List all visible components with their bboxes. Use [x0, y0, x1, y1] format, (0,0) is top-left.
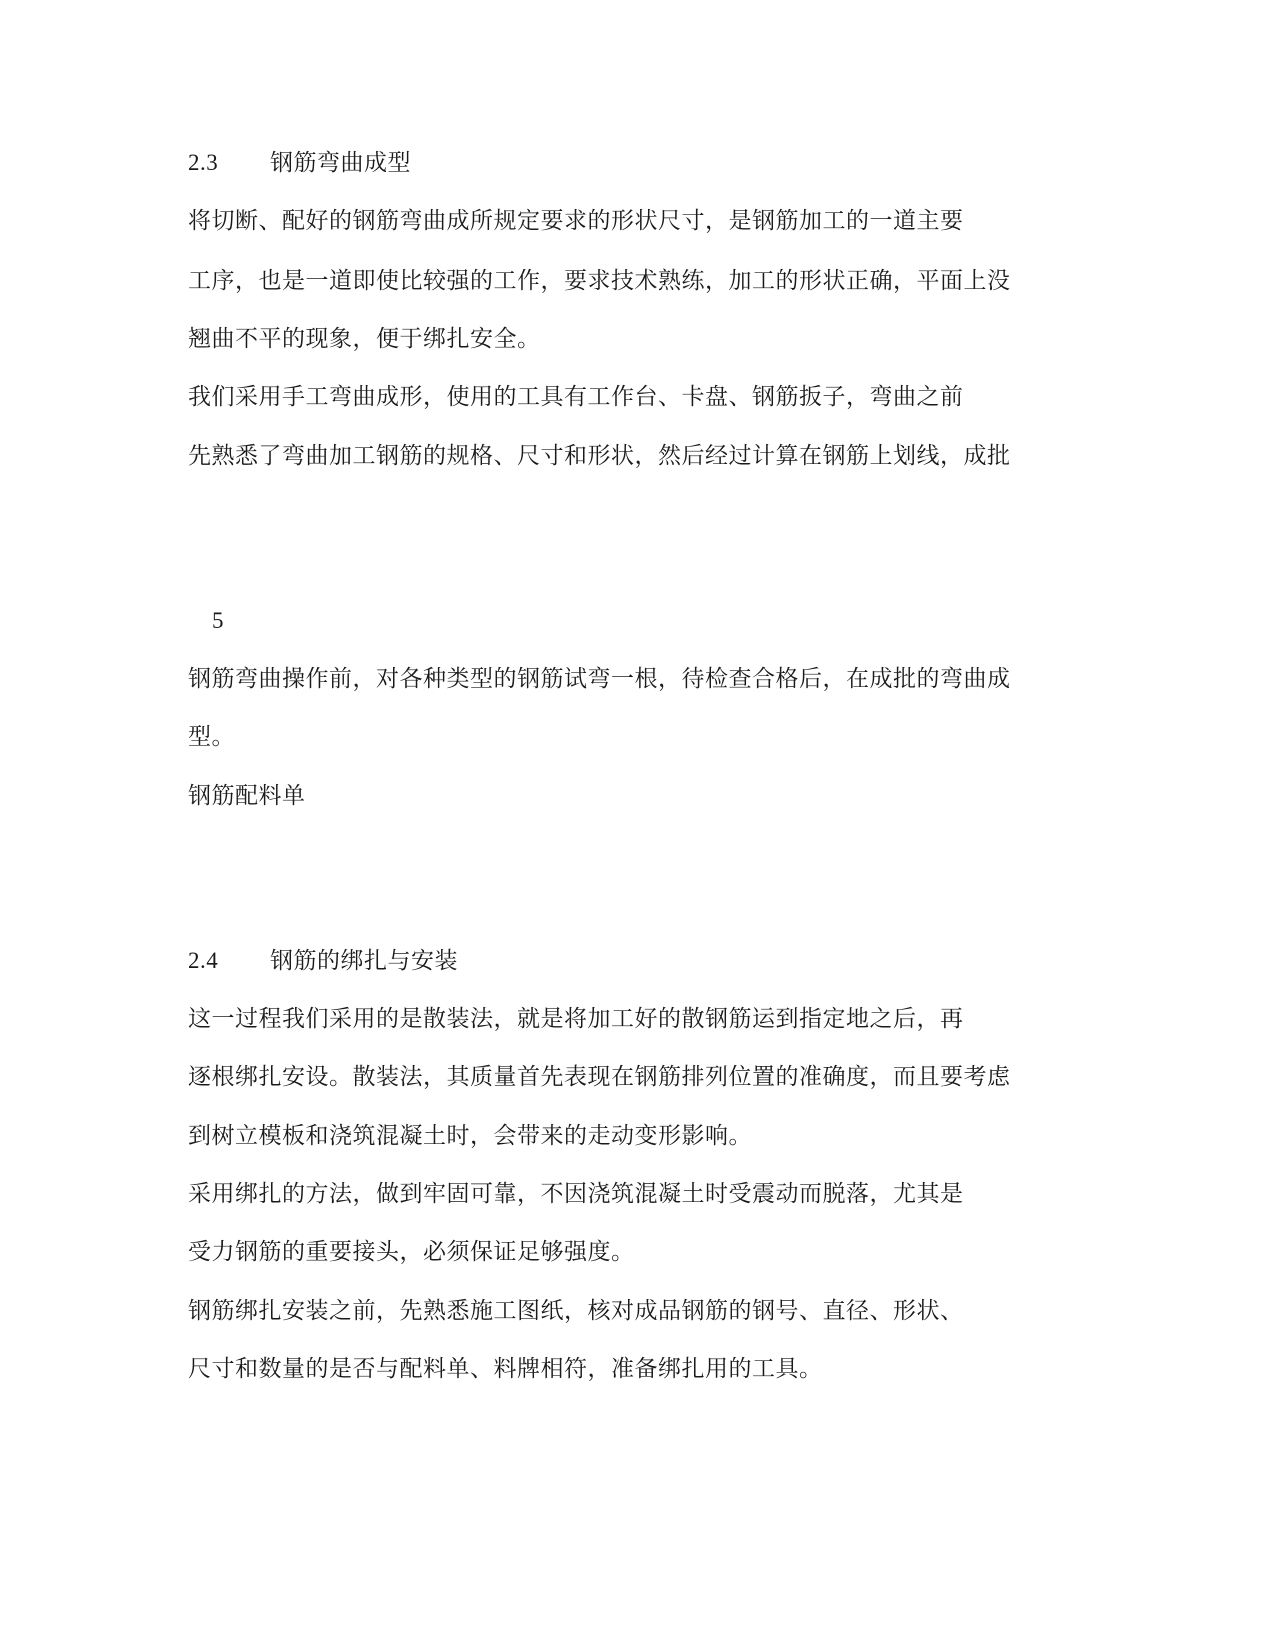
paragraph-line: 翘曲不平的现象，便于绑扎安全。	[188, 326, 541, 352]
paragraph-line: 型。	[188, 724, 235, 750]
paragraph-line: 采用绑扎的方法，做到牢固可靠，不因浇筑混凝土时受震动而脱落，尤其是	[188, 1181, 964, 1207]
paragraph-line: 将切断、配好的钢筋弯曲成所规定要求的形状尺寸，是钢筋加工的一道主要	[188, 208, 964, 234]
section-title: 钢筋的绑扎与安装	[270, 948, 458, 974]
paragraph-line: 到树立模板和浇筑混凝土时，会带来的走动变形影响。	[188, 1123, 752, 1149]
paragraph-line: 钢筋绑扎安装之前，先熟悉施工图纸，核对成品钢筋的钢号、直径、形状、	[188, 1298, 964, 1324]
section-title: 钢筋弯曲成型	[270, 150, 411, 176]
paragraph-line: 尺寸和数量的是否与配料单、料牌相符，准备绑扎用的工具。	[188, 1356, 823, 1382]
table-caption: 钢筋配料单	[188, 783, 306, 809]
paragraph-line: 我们采用手工弯曲成形，使用的工具有工作台、卡盘、钢筋扳子，弯曲之前	[188, 384, 964, 410]
page-number: 5	[212, 608, 224, 633]
section-number: 2.4	[188, 948, 219, 973]
paragraph-line: 这一过程我们采用的是散装法，就是将加工好的散钢筋运到指定地之后，再	[188, 1006, 964, 1032]
section-heading-2-3	[188, 148, 411, 178]
paragraph-line: 先熟悉了弯曲加工钢筋的规格、尺寸和形状，然后经过计算在钢筋上划线，成批	[188, 443, 1011, 469]
section-heading-2-4	[188, 946, 458, 976]
paragraph-line: 受力钢筋的重要接头，必须保证足够强度。	[188, 1239, 635, 1265]
section-number: 2.3	[188, 150, 219, 175]
paragraph-line: 钢筋弯曲操作前，对各种类型的钢筋试弯一根，待检查合格后，在成批的弯曲成	[188, 666, 1011, 692]
paragraph-line: 逐根绑扎安设。散装法，其质量首先表现在钢筋排列位置的准确度，而且要考虑	[188, 1064, 1011, 1090]
paragraph-line: 工序，也是一道即使比较强的工作，要求技术熟练，加工的形状正确，平面上没	[188, 268, 1011, 294]
